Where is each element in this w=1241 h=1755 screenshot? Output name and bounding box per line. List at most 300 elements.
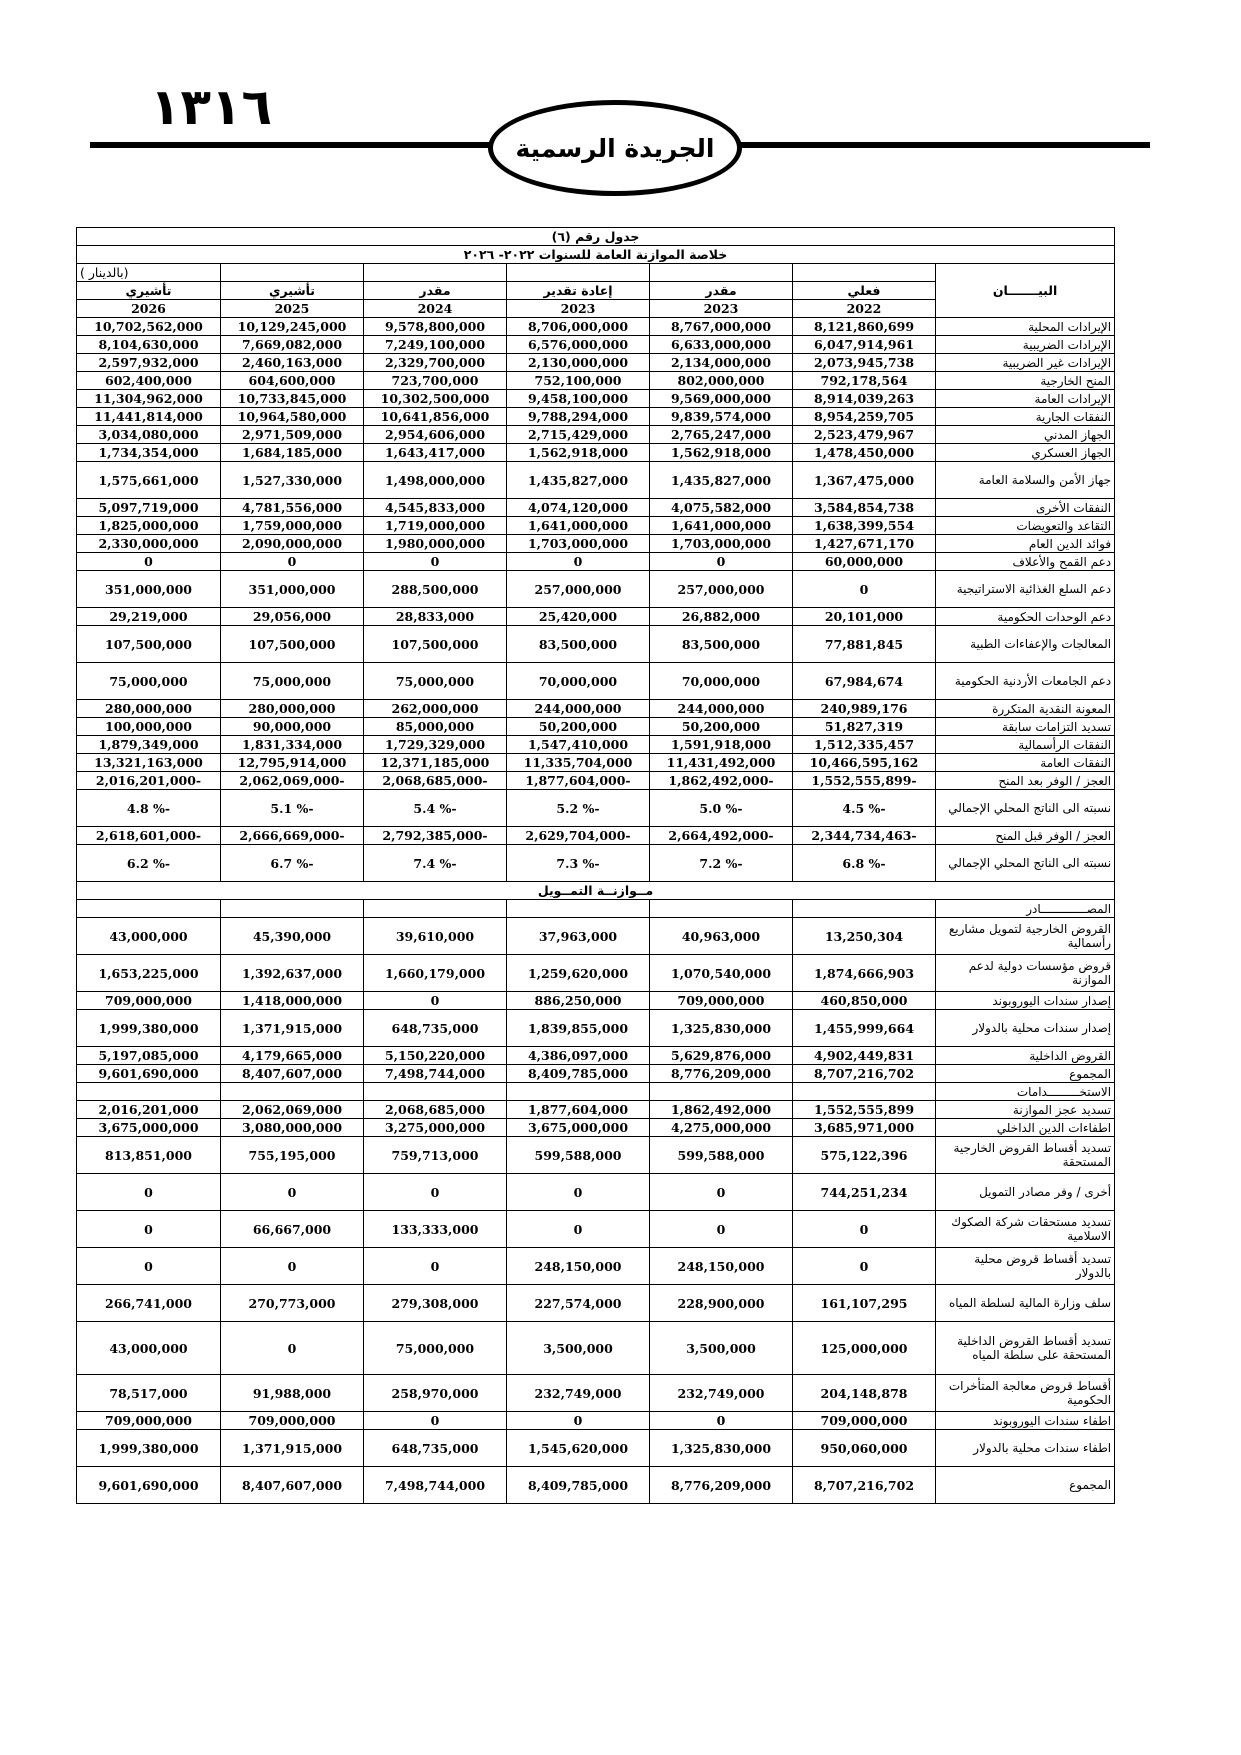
value-cell: 4.8 %-	[77, 790, 221, 827]
value-cell: 1,562,918,000	[507, 444, 650, 462]
value-cell: 3,500,000	[507, 1322, 650, 1375]
value-cell: 8,407,607,000	[221, 1065, 364, 1083]
value-cell: 10,964,580,000	[221, 408, 364, 426]
value-cell: 26,882,000	[650, 608, 793, 626]
value-cell: 7,498,744,000	[364, 1467, 507, 1504]
value-cell: 3,675,000,000	[507, 1119, 650, 1137]
value-cell: 10,733,845,000	[221, 390, 364, 408]
row-label: الإيرادات العامة	[936, 390, 1115, 408]
column-year-header: 2023	[650, 300, 793, 318]
value-cell: 886,250,000	[507, 992, 650, 1010]
value-cell: 5,629,876,000	[650, 1047, 793, 1065]
value-cell: 1,641,000,000	[650, 517, 793, 535]
value-cell: 1,325,830,000	[650, 1010, 793, 1047]
value-cell: 45,390,000	[221, 918, 364, 955]
empty-cell	[793, 900, 936, 918]
value-cell: 1,879,349,000	[77, 736, 221, 754]
value-cell: 11,441,814,000	[77, 408, 221, 426]
value-cell: 1,070,540,000	[650, 955, 793, 992]
empty-cell	[221, 1083, 364, 1101]
row-label: تسديد عجز الموازنة	[936, 1101, 1115, 1119]
summary-row	[77, 390, 1115, 408]
value-cell: 8,121,860,699	[793, 318, 936, 336]
empty-cell	[364, 1083, 507, 1101]
column-type-header: فعلي	[793, 282, 936, 300]
value-cell: 9,578,800,000	[364, 318, 507, 336]
value-cell: 709,000,000	[793, 1412, 936, 1430]
column-type-header: مقدر	[364, 282, 507, 300]
row-label: الإيرادات الضريبية	[936, 336, 1115, 354]
value-cell: 10,302,500,000	[364, 390, 507, 408]
value-cell: 7,249,100,000	[364, 336, 507, 354]
value-cell: 1,371,915,000	[221, 1010, 364, 1047]
value-cell: 0	[77, 553, 221, 571]
value-cell: 11,431,492,000	[650, 754, 793, 772]
value-cell: 107,500,000	[221, 626, 364, 663]
value-cell: 0	[221, 1174, 364, 1211]
row-label: النفقات الرأسمالية	[936, 736, 1115, 754]
value-cell: 752,100,000	[507, 372, 650, 390]
value-cell: 2,062,069,000-	[221, 772, 364, 790]
uses-row	[77, 1412, 1115, 1430]
row-label: المجموع	[936, 1467, 1115, 1504]
summary-row	[77, 754, 1115, 772]
value-cell: 0	[507, 1211, 650, 1248]
value-cell: 240,989,176	[793, 700, 936, 718]
value-cell: 2,666,669,000-	[221, 827, 364, 845]
sources-row	[77, 918, 1115, 955]
empty-cell	[364, 264, 507, 282]
column-type-header: مقدر	[650, 282, 793, 300]
value-cell: 1,547,410,000	[507, 736, 650, 754]
table-body	[77, 228, 1115, 1504]
summary-row	[77, 845, 1115, 882]
budget-summary-table	[76, 227, 1115, 1504]
value-cell: 1,759,000,000	[221, 517, 364, 535]
value-cell: 77,881,845	[793, 626, 936, 663]
row-label: القروض الداخلية	[936, 1047, 1115, 1065]
value-cell: 2,068,685,000	[364, 1101, 507, 1119]
row-label: المنح الخارجية	[936, 372, 1115, 390]
value-cell: 8,914,039,263	[793, 390, 936, 408]
value-cell: 6.7 %-	[221, 845, 364, 882]
value-cell: 83,500,000	[650, 626, 793, 663]
value-cell: 1,703,000,000	[650, 535, 793, 553]
summary-row	[77, 718, 1115, 736]
row-label: فوائد الدين العام	[936, 535, 1115, 553]
value-cell: 1,703,000,000	[507, 535, 650, 553]
value-cell: 8,767,000,000	[650, 318, 793, 336]
summary-row	[77, 535, 1115, 553]
value-cell: 9,458,100,000	[507, 390, 650, 408]
value-cell: 0	[364, 553, 507, 571]
value-cell: 1,734,354,000	[77, 444, 221, 462]
summary-row	[77, 790, 1115, 827]
value-cell: 232,749,000	[507, 1375, 650, 1412]
value-cell: 9,839,574,000	[650, 408, 793, 426]
value-cell: 2,130,000,000	[507, 354, 650, 372]
value-cell: 11,304,962,000	[77, 390, 221, 408]
summary-row	[77, 462, 1115, 499]
value-cell: 1,684,185,000	[221, 444, 364, 462]
uses-row	[77, 1101, 1115, 1119]
row-label: اطفاء سندات محلية بالدولار	[936, 1430, 1115, 1467]
value-cell: 744,251,234	[793, 1174, 936, 1211]
value-cell: 13,250,304	[793, 918, 936, 955]
value-cell: 604,600,000	[221, 372, 364, 390]
row-label: الإيرادات غير الضريبية	[936, 354, 1115, 372]
value-cell: 78,517,000	[77, 1375, 221, 1412]
value-cell: 29,056,000	[221, 608, 364, 626]
value-cell: 2,460,163,000	[221, 354, 364, 372]
value-cell: 7.4 %-	[364, 845, 507, 882]
value-cell: 0	[507, 1412, 650, 1430]
row-label: أقساط قروض معالجة المتأخرات الحكومية	[936, 1375, 1115, 1412]
value-cell: 90,000,000	[221, 718, 364, 736]
summary-row	[77, 336, 1115, 354]
value-cell: 1,435,827,000	[507, 462, 650, 499]
row-label: القروض الخارجية لتمويل مشاريع رأسمالية	[936, 918, 1115, 955]
value-cell: 125,000,000	[793, 1322, 936, 1375]
value-cell: 2,016,201,000-	[77, 772, 221, 790]
value-cell: 0	[793, 1248, 936, 1285]
value-cell: 5,150,220,000	[364, 1047, 507, 1065]
value-cell: 1,427,671,170	[793, 535, 936, 553]
value-cell: 1,729,329,000	[364, 736, 507, 754]
value-cell: 6,576,000,000	[507, 336, 650, 354]
value-cell: 1,392,637,000	[221, 955, 364, 992]
value-cell: 43,000,000	[77, 1322, 221, 1375]
row-label: اطفاءات الدين الداخلي	[936, 1119, 1115, 1137]
summary-row	[77, 553, 1115, 571]
value-cell: 2,664,492,000-	[650, 827, 793, 845]
row-label: الإيرادات المحلية	[936, 318, 1115, 336]
value-cell: 85,000,000	[364, 718, 507, 736]
value-cell: 8,954,259,705	[793, 408, 936, 426]
empty-cell	[507, 900, 650, 918]
value-cell: 257,000,000	[507, 571, 650, 608]
value-cell: 1,478,450,000	[793, 444, 936, 462]
value-cell: 133,333,000	[364, 1211, 507, 1248]
summary-row	[77, 608, 1115, 626]
value-cell: 351,000,000	[77, 571, 221, 608]
value-cell: 232,749,000	[650, 1375, 793, 1412]
value-cell: 50,200,000	[507, 718, 650, 736]
summary-row	[77, 700, 1115, 718]
value-cell: 1,874,666,903	[793, 955, 936, 992]
value-cell: 6,633,000,000	[650, 336, 793, 354]
empty-cell	[221, 900, 364, 918]
page-number: ١٣١٦	[150, 78, 273, 136]
value-cell: 9,569,000,000	[650, 390, 793, 408]
value-cell: 1,999,380,000	[77, 1430, 221, 1467]
summary-row	[77, 772, 1115, 790]
row-label: سلف وزارة المالية لسلطة المياه	[936, 1285, 1115, 1322]
value-cell: 1,418,000,000	[221, 992, 364, 1010]
value-cell: 28,833,000	[364, 608, 507, 626]
summary-row	[77, 626, 1115, 663]
sources-row	[77, 1010, 1115, 1047]
summary-row	[77, 499, 1115, 517]
value-cell: 1,877,604,000	[507, 1101, 650, 1119]
row-label: إصدار سندات محلية بالدولار	[936, 1010, 1115, 1047]
value-cell: 3,080,000,000	[221, 1119, 364, 1137]
value-cell: 6,047,914,961	[793, 336, 936, 354]
row-label: التقاعد والتعويضات	[936, 517, 1115, 535]
value-cell: 1,862,492,000-	[650, 772, 793, 790]
value-cell: 709,000,000	[77, 1412, 221, 1430]
empty-cell	[650, 1083, 793, 1101]
value-cell: 2,792,385,000-	[364, 827, 507, 845]
column-year-header: 2024	[364, 300, 507, 318]
value-cell: 1,719,000,000	[364, 517, 507, 535]
value-cell: 8,104,630,000	[77, 336, 221, 354]
value-cell: 709,000,000	[650, 992, 793, 1010]
value-cell: 723,700,000	[364, 372, 507, 390]
value-cell: 648,735,000	[364, 1010, 507, 1047]
value-cell: 3,685,971,000	[793, 1119, 936, 1137]
value-cell: 813,851,000	[77, 1137, 221, 1174]
value-cell: 29,219,000	[77, 608, 221, 626]
value-cell: 802,000,000	[650, 372, 793, 390]
value-cell: 7,498,744,000	[364, 1065, 507, 1083]
empty-cell	[793, 1083, 936, 1101]
value-cell: 43,000,000	[77, 918, 221, 955]
row-label: دعم القمح والأعلاف	[936, 553, 1115, 571]
value-cell: 75,000,000	[221, 663, 364, 700]
value-cell: 6.8 %-	[793, 845, 936, 882]
value-cell: 0	[221, 1322, 364, 1375]
uses-row	[77, 1137, 1115, 1174]
column-type-header: تأشيري	[77, 282, 221, 300]
value-cell: 2,715,429,000	[507, 426, 650, 444]
value-cell: 1,367,475,000	[793, 462, 936, 499]
column-year-header: 2025	[221, 300, 364, 318]
value-cell: 248,150,000	[650, 1248, 793, 1285]
value-cell: 2,016,201,000	[77, 1101, 221, 1119]
summary-row	[77, 318, 1115, 336]
value-cell: 2,954,606,000	[364, 426, 507, 444]
summary-row	[77, 571, 1115, 608]
value-cell: 10,641,856,000	[364, 408, 507, 426]
value-cell: 8,706,000,000	[507, 318, 650, 336]
value-cell: 8,409,785,000	[507, 1065, 650, 1083]
value-cell: 10,702,562,000	[77, 318, 221, 336]
value-cell: 0	[221, 553, 364, 571]
value-cell: 2,330,000,000	[77, 535, 221, 553]
table-caption: جدول رقم (٦)	[77, 228, 1115, 246]
value-cell: 0	[650, 1174, 793, 1211]
value-cell: 0	[650, 1211, 793, 1248]
value-cell: 2,090,000,000	[221, 535, 364, 553]
value-cell: 3,675,000,000	[77, 1119, 221, 1137]
value-cell: 2,765,247,000	[650, 426, 793, 444]
value-cell: 575,122,396	[793, 1137, 936, 1174]
value-cell: 2,073,945,738	[793, 354, 936, 372]
value-cell: 759,713,000	[364, 1137, 507, 1174]
row-label: النفقات العامة	[936, 754, 1115, 772]
value-cell: 4,781,556,000	[221, 499, 364, 517]
uses-row	[77, 1430, 1115, 1467]
uses-row	[77, 1322, 1115, 1375]
empty-cell	[221, 264, 364, 282]
value-cell: 1,325,830,000	[650, 1430, 793, 1467]
value-cell: 2,629,704,000-	[507, 827, 650, 845]
row-label: تسديد أقساط القروض الخارجية المستحقة	[936, 1137, 1115, 1174]
value-cell: 4,545,833,000	[364, 499, 507, 517]
value-cell: 12,795,914,000	[221, 754, 364, 772]
value-cell: 2,344,734,463-	[793, 827, 936, 845]
value-cell: 258,970,000	[364, 1375, 507, 1412]
uses-header-row	[77, 1083, 1115, 1101]
value-cell: 1,980,000,000	[364, 535, 507, 553]
value-cell: 1,653,225,000	[77, 955, 221, 992]
uses-row	[77, 1467, 1115, 1504]
value-cell: 107,500,000	[77, 626, 221, 663]
value-cell: 351,000,000	[221, 571, 364, 608]
value-cell: 4,902,449,831	[793, 1047, 936, 1065]
value-cell: 648,735,000	[364, 1430, 507, 1467]
uses-row	[77, 1248, 1115, 1285]
row-label: المعالجات والإعفاءات الطبية	[936, 626, 1115, 663]
row-label: النفقات الأخرى	[936, 499, 1115, 517]
value-cell: 602,400,000	[77, 372, 221, 390]
value-cell: 1,562,918,000	[650, 444, 793, 462]
value-cell: 8,776,209,000	[650, 1467, 793, 1504]
uses-row	[77, 1211, 1115, 1248]
value-cell: 2,618,601,000-	[77, 827, 221, 845]
value-cell: 9,601,690,000	[77, 1467, 221, 1504]
column-year-header: 2022	[793, 300, 936, 318]
value-cell: 13,321,163,000	[77, 754, 221, 772]
value-cell: 3,584,854,738	[793, 499, 936, 517]
row-label: النفقات الجارية	[936, 408, 1115, 426]
value-cell: 1,999,380,000	[77, 1010, 221, 1047]
value-cell: 10,466,595,162	[793, 754, 936, 772]
value-cell: 1,545,620,000	[507, 1430, 650, 1467]
value-cell: 1,591,918,000	[650, 736, 793, 754]
financing-title-row	[77, 882, 1115, 900]
value-cell: 227,574,000	[507, 1285, 650, 1322]
value-cell: 0	[364, 1174, 507, 1211]
value-cell: 75,000,000	[77, 663, 221, 700]
summary-row	[77, 354, 1115, 372]
summary-row	[77, 663, 1115, 700]
summary-row	[77, 444, 1115, 462]
value-cell: 0	[77, 1248, 221, 1285]
row-label: نسبته الى الناتج المحلي الإجمالي	[936, 790, 1115, 827]
row-label: الجهاز العسكري	[936, 444, 1115, 462]
row-label: تسديد مستحقات شركة الصكوك الاسلامية	[936, 1211, 1115, 1248]
value-cell: 0	[77, 1211, 221, 1248]
summary-row	[77, 372, 1115, 390]
value-cell: 0	[650, 553, 793, 571]
value-cell: 1,877,604,000-	[507, 772, 650, 790]
value-cell: 9,788,294,000	[507, 408, 650, 426]
value-cell: 70,000,000	[507, 663, 650, 700]
value-cell: 67,984,674	[793, 663, 936, 700]
value-cell: 257,000,000	[650, 571, 793, 608]
value-cell: 20,101,000	[793, 608, 936, 626]
value-cell: 288,500,000	[364, 571, 507, 608]
value-cell: 7.2 %-	[650, 845, 793, 882]
value-cell: 0	[221, 1248, 364, 1285]
value-cell: 6.2 %-	[77, 845, 221, 882]
summary-row	[77, 736, 1115, 754]
value-cell: 2,523,479,967	[793, 426, 936, 444]
value-cell: 75,000,000	[364, 1322, 507, 1375]
value-cell: 100,000,000	[77, 718, 221, 736]
row-label: قروض مؤسسات دولية لدعم الموازنة	[936, 955, 1115, 992]
masthead-oval	[488, 100, 742, 196]
summary-row	[77, 408, 1115, 426]
value-cell: 2,134,000,000	[650, 354, 793, 372]
value-cell: 25,420,000	[507, 608, 650, 626]
value-cell: 12,371,185,000	[364, 754, 507, 772]
value-cell: 5.0 %-	[650, 790, 793, 827]
summary-row	[77, 426, 1115, 444]
row-label: أخرى / وفر مصادر التمويل	[936, 1174, 1115, 1211]
value-cell: 51,827,319	[793, 718, 936, 736]
uses-row	[77, 1174, 1115, 1211]
value-cell: 244,000,000	[507, 700, 650, 718]
sources-row	[77, 955, 1115, 992]
uses-row	[77, 1285, 1115, 1322]
value-cell: 1,831,334,000	[221, 736, 364, 754]
column-type-header: تأشيري	[221, 282, 364, 300]
value-cell: 9,601,690,000	[77, 1065, 221, 1083]
value-cell: 1,455,999,664	[793, 1010, 936, 1047]
value-cell: 2,597,932,000	[77, 354, 221, 372]
value-cell: 1,371,915,000	[221, 1430, 364, 1467]
financing-title: مــوازنــة التمــويل	[77, 882, 1115, 900]
empty-cell	[650, 264, 793, 282]
value-cell: 1,259,620,000	[507, 955, 650, 992]
sources-header-row	[77, 900, 1115, 918]
value-cell: 8,776,209,000	[650, 1065, 793, 1083]
uses-row	[77, 1375, 1115, 1412]
value-cell: 262,000,000	[364, 700, 507, 718]
row-label: الجهاز المدني	[936, 426, 1115, 444]
value-cell: 5.4 %-	[364, 790, 507, 827]
value-cell: 709,000,000	[77, 992, 221, 1010]
empty-cell	[507, 1083, 650, 1101]
value-cell: 2,068,685,000-	[364, 772, 507, 790]
empty-cell	[507, 264, 650, 282]
value-cell: 280,000,000	[77, 700, 221, 718]
value-cell: 279,308,000	[364, 1285, 507, 1322]
value-cell: 3,500,000	[650, 1322, 793, 1375]
value-cell: 8,707,216,702	[793, 1065, 936, 1083]
value-cell: 70,000,000	[650, 663, 793, 700]
value-cell: 599,588,000	[507, 1137, 650, 1174]
summary-row	[77, 517, 1115, 535]
value-cell: 8,407,607,000	[221, 1467, 364, 1504]
value-cell: 204,148,878	[793, 1375, 936, 1412]
value-cell: 280,000,000	[221, 700, 364, 718]
value-cell: 0	[507, 553, 650, 571]
value-cell: 244,000,000	[650, 700, 793, 718]
empty-cell	[793, 264, 936, 282]
value-cell: 792,178,564	[793, 372, 936, 390]
row-label: دعم السلع الغذائية الاستراتيجية	[936, 571, 1115, 608]
value-cell: 3,275,000,000	[364, 1119, 507, 1137]
empty-cell	[650, 900, 793, 918]
value-cell: 248,150,000	[507, 1248, 650, 1285]
uses-row	[77, 1119, 1115, 1137]
value-cell: 4,074,120,000	[507, 499, 650, 517]
row-label: العجز / الوفر بعد المنح	[936, 772, 1115, 790]
